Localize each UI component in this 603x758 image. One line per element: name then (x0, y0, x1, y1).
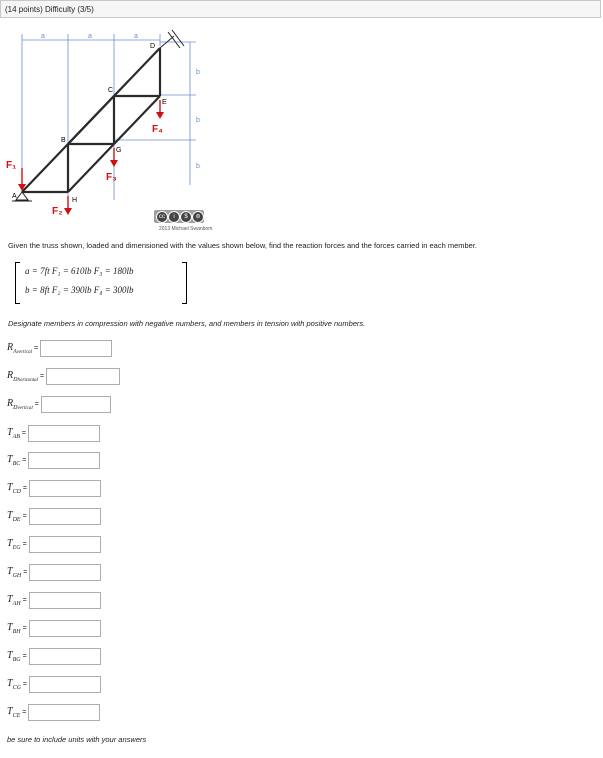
equals-sign: = (22, 625, 27, 632)
answer-row (7, 536, 101, 553)
figure-credit: 2013 Michael Swanbom (159, 226, 213, 232)
answer-input[interactable] (29, 480, 101, 497)
force-arrows (18, 100, 164, 215)
answer-label: $T_{CG}$ (7, 678, 21, 691)
equals-sign: = (22, 457, 27, 464)
truss-members (22, 48, 160, 192)
answer-input[interactable] (41, 396, 111, 413)
dim-b-label-2: b (196, 117, 200, 124)
problem-title: (14 points) Difficulty (3/5) (5, 5, 94, 14)
answer-label: $T_{CD}$ (7, 482, 21, 495)
node-e-label: E (162, 99, 167, 106)
answer-input[interactable] (46, 368, 120, 385)
answer-row (7, 340, 112, 357)
answer-input[interactable] (28, 452, 100, 469)
node-h-label: H (72, 197, 78, 204)
support-d (160, 30, 184, 48)
answer-row (7, 480, 101, 497)
answer-row (7, 425, 100, 442)
answer-label: $T_{EG}$ (7, 538, 21, 551)
answer-row (7, 676, 101, 693)
answer-label: $T_{DE}$ (7, 510, 21, 523)
equals-sign: = (22, 541, 27, 548)
answer-row (7, 620, 101, 637)
sharealike-icon: ⊜ (192, 211, 204, 223)
dim-a-label-3: a (134, 33, 138, 40)
force-f3-label: F₃ (106, 172, 117, 183)
node-a-label: A (12, 193, 17, 200)
force-f1-label: F₁ (6, 160, 17, 171)
answer-row (7, 648, 101, 665)
equals-sign: = (23, 569, 28, 576)
answer-input[interactable] (28, 704, 100, 721)
equals-sign: = (22, 653, 27, 660)
answer-input[interactable] (29, 676, 101, 693)
force-f2-label: F₂ (52, 206, 63, 215)
dim-a-label-1: a (41, 33, 45, 40)
answer-input[interactable] (29, 564, 101, 581)
equals-sign: = (34, 345, 39, 352)
answer-input[interactable] (29, 648, 101, 665)
answer-label: $T_{AH}$ (7, 594, 21, 607)
equals-sign: = (22, 513, 27, 520)
answer-input[interactable] (29, 592, 101, 609)
answer-label: $R_{Dvertical}$ (7, 398, 33, 411)
dim-a-label-2: a (88, 33, 92, 40)
answer-row (7, 592, 101, 609)
answer-label: $R_{Avertical}$ (7, 342, 33, 355)
answer-label: $T_{CE}$ (7, 706, 21, 719)
sign-convention-note: Designate members in compression with negative numbers, and members in tension with positive numbers. (8, 319, 366, 328)
dim-b-label-3: b (196, 163, 200, 170)
answer-row (7, 452, 100, 469)
bracket-right (182, 262, 187, 304)
force-f4-label: F₄ (152, 124, 163, 135)
answer-input[interactable] (40, 340, 112, 357)
answer-input[interactable] (29, 536, 101, 553)
node-b-label: B (61, 137, 66, 144)
cc-icon: cc (156, 211, 168, 223)
answer-row (7, 508, 101, 525)
equals-sign: = (40, 373, 45, 380)
answer-label: $T_{BH}$ (7, 622, 21, 635)
answer-label: $T_{BC}$ (7, 454, 21, 467)
answer-input[interactable] (29, 620, 101, 637)
problem-header (0, 0, 601, 18)
dim-b-label-1: b (196, 69, 200, 76)
given-line-1: a = 7ft F₁ = 610lb F₃ = 180lb (25, 266, 134, 276)
answer-row (7, 564, 101, 581)
node-c-label: C (108, 87, 114, 94)
problem-statement: Given the truss shown, loaded and dimensioned with the values shown below, find the reaction forces and the forces carried in each member. (8, 241, 478, 250)
answer-label: $T_{GH}$ (7, 566, 22, 579)
truss-diagram (0, 20, 215, 215)
given-values (15, 262, 187, 304)
answer-label: $T_{BG}$ (7, 650, 21, 663)
dimension-b-lines (114, 42, 196, 185)
node-g-label: G (116, 147, 122, 154)
answer-input[interactable] (29, 508, 101, 525)
node-d-label: D (150, 43, 156, 50)
answer-label: $R_{Dhorizontal}$ (7, 370, 39, 383)
given-line-2: b = 8ft F₂ = 390lb F₄ = 300lb (25, 285, 134, 295)
license-badge (154, 210, 204, 223)
answer-row (7, 704, 100, 721)
equals-sign: = (22, 681, 27, 688)
answer-input[interactable] (28, 425, 100, 442)
equals-sign: = (22, 709, 27, 716)
bracket-left (15, 262, 20, 304)
units-note: be sure to include units with your answers (7, 735, 147, 744)
noncommercial-icon: $ (180, 211, 192, 223)
equals-sign: = (22, 485, 27, 492)
answer-row (7, 368, 120, 385)
answer-label: $T_{AB}$ (7, 427, 20, 440)
answer-row (7, 396, 111, 413)
attribution-icon: i (168, 211, 180, 223)
equals-sign: = (22, 597, 27, 604)
equals-sign: = (34, 401, 39, 408)
equals-sign: = (21, 430, 26, 437)
